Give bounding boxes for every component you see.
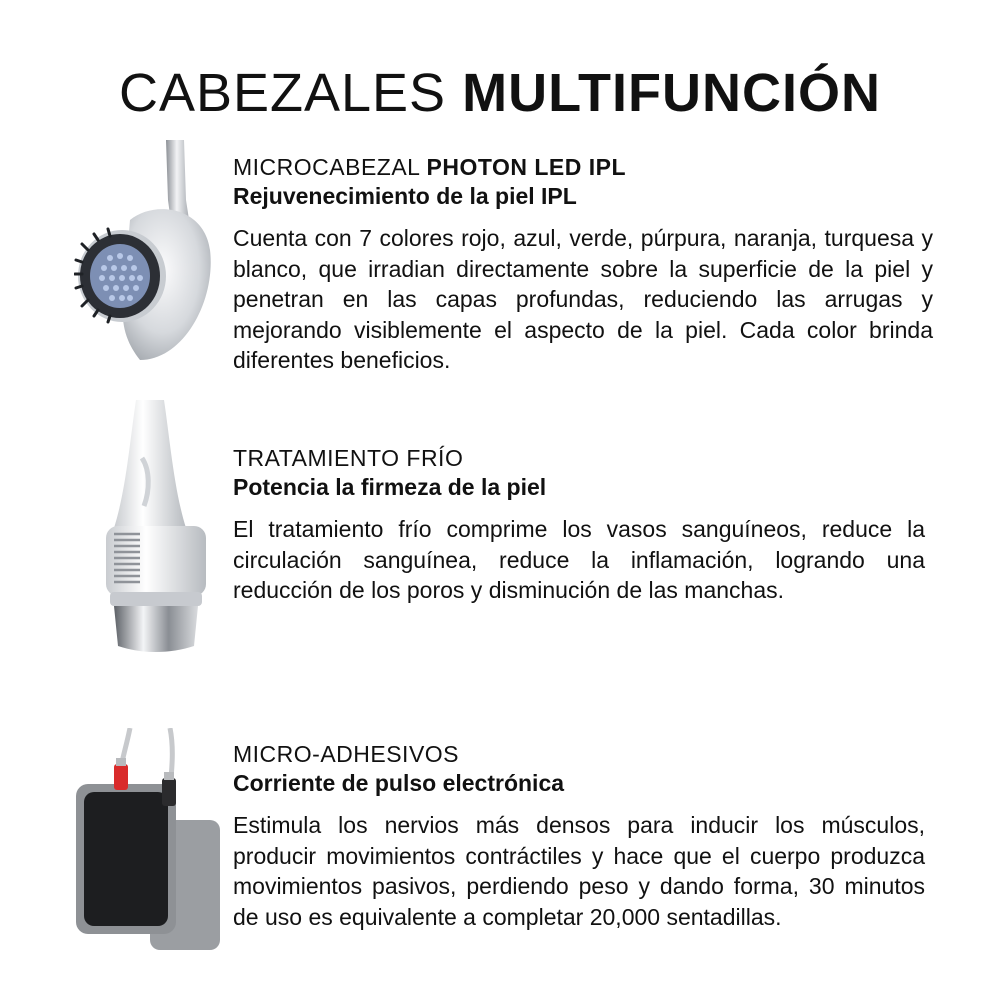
section-micro-adhesives — [233, 740, 925, 932]
section-subtitle: Corriente de pulso electrónica — [233, 770, 565, 796]
cold-treatment-head-image — [100, 400, 212, 652]
page-title — [0, 58, 1000, 128]
section-photon-led — [233, 153, 933, 376]
photon-led-head-image — [74, 140, 214, 362]
section-kicker: MICRO-ADHESIVOS — [233, 741, 460, 767]
title-bold: MULTIFUNCIÓN — [462, 63, 882, 124]
section-body: Estimula los nervios más densos para inducir los músculos, producir movimientos contráctiles y hace que el cuerpo produzca movimientos pasivos, perdiendo peso y dando forma, 30 minutos de uso es equivalente a completar 20,000 sentadillas. — [233, 812, 925, 930]
micro-adhesive-pads-image — [70, 728, 220, 956]
section-subtitle: Potencia la firmeza de la piel — [233, 474, 547, 500]
title-light: CABEZALES — [118, 63, 447, 124]
section-body: Cuenta con 7 colores rojo, azul, verde, púrpura, naranja, turquesa y blanco, que irradian directamente sobre la superficie de la piel y penetran en las capas profundas, reduciendo las arrugas y mejorando visiblemente el aspecto de la piel. Cada color brinda diferentes beneficios. — [233, 225, 933, 373]
kicker-bold: PHOTON LED IPL — [426, 154, 627, 180]
section-body: El tratamiento frío comprime los vasos sanguíneos, reduce la circulación sanguínea, reduce la inflamación, logrando una reducción de los poros y disminución de las manchas. — [233, 516, 925, 603]
section-kicker — [233, 153, 933, 181]
kicker-light: MICROCABEZAL — [233, 154, 420, 180]
section-cold-treatment — [233, 444, 925, 606]
section-kicker: TRATAMIENTO FRÍO — [233, 445, 464, 471]
section-subtitle: Rejuvenecimiento de la piel IPL — [233, 183, 577, 209]
